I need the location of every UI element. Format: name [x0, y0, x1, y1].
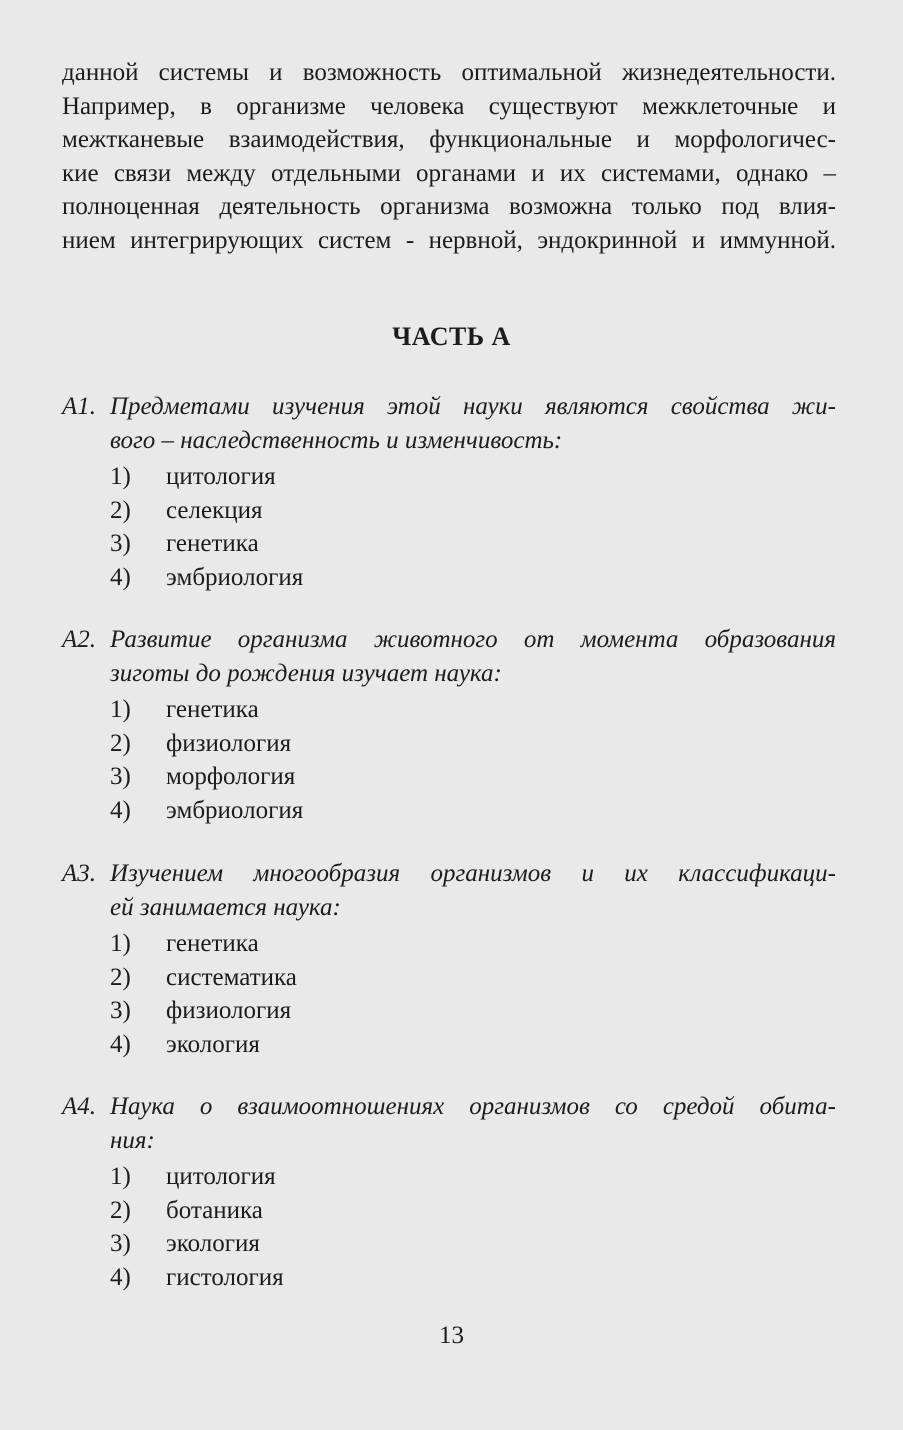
- option-number: 3): [110, 763, 131, 791]
- answer-option: [110, 1160, 836, 1194]
- option-text: цитология: [166, 463, 276, 491]
- question-a2: [62, 623, 836, 827]
- question-line: вого – наследственность и изменчивость:: [110, 426, 563, 454]
- option-number: 3): [110, 1230, 131, 1258]
- question-text: [62, 623, 836, 690]
- question-number: А3.: [62, 860, 97, 887]
- answer-options: [110, 927, 836, 1061]
- answer-option: [110, 1227, 836, 1261]
- option-text: систематика: [166, 963, 297, 991]
- answer-option: [110, 1194, 836, 1228]
- option-number: 4): [110, 796, 131, 824]
- part-title: ЧАСТЬ А: [392, 322, 511, 351]
- question-a3: [62, 857, 836, 1061]
- answer-options: [110, 693, 836, 827]
- option-text: эмбриология: [166, 796, 304, 824]
- answer-option: [110, 727, 836, 761]
- question-number: А1.: [62, 393, 97, 420]
- question-number: А2.: [62, 626, 97, 653]
- question-line: Наука о взаимоотношениях организмов со средой обита-: [110, 1093, 836, 1120]
- answer-option: [110, 494, 836, 528]
- option-number: 2): [110, 729, 131, 757]
- option-number: 2): [110, 963, 131, 991]
- answer-option: [110, 760, 836, 794]
- question-text: [62, 1090, 836, 1157]
- option-number: 1): [110, 930, 131, 958]
- answer-option: [110, 1261, 836, 1295]
- option-number: 4): [110, 563, 131, 591]
- intro-line: межтканевые взаимодействия, функциональные и морфологичес-: [62, 126, 836, 154]
- question-a1: [62, 390, 836, 594]
- option-text: генетика: [166, 530, 259, 558]
- option-number: 2): [110, 1196, 131, 1224]
- option-text: эмбриология: [166, 563, 304, 591]
- question-a4: [62, 1090, 836, 1294]
- answer-options: [110, 460, 836, 594]
- option-text: экология: [166, 1230, 260, 1258]
- option-number: 3): [110, 997, 131, 1025]
- answer-option: [110, 994, 836, 1028]
- answer-option: [110, 794, 836, 828]
- option-number: 3): [110, 530, 131, 558]
- option-number: 2): [110, 496, 131, 524]
- option-text: ботаника: [166, 1196, 263, 1224]
- intro-line: Например, в организме человека существуют межклеточные и: [62, 92, 836, 120]
- option-text: генетика: [166, 696, 259, 724]
- option-text: физиология: [166, 729, 292, 757]
- intro-paragraph: [62, 56, 836, 258]
- option-text: физиология: [166, 997, 292, 1025]
- question-line: ей занимается наука:: [110, 893, 341, 921]
- answer-option: [110, 527, 836, 561]
- question-number: А4.: [62, 1093, 97, 1120]
- answer-options: [110, 1160, 836, 1294]
- answer-option: [110, 693, 836, 727]
- option-number: 1): [110, 463, 131, 491]
- option-text: гистология: [166, 1263, 284, 1291]
- intro-line: полноценная деятельность организма возможна только под влия-: [62, 193, 836, 221]
- option-text: морфология: [166, 763, 296, 791]
- option-number: 1): [110, 696, 131, 724]
- option-text: генетика: [166, 930, 259, 958]
- option-number: 4): [110, 1263, 131, 1291]
- answer-option: [110, 1028, 836, 1062]
- question-line: Предметами изучения этой науки являются свойства жи-: [110, 393, 836, 420]
- question-text: [62, 390, 836, 457]
- question-line: зиготы до рождения изучает наука:: [110, 659, 502, 687]
- answer-option: [110, 961, 836, 995]
- question-line: ния:: [110, 1126, 155, 1154]
- intro-line: кие связи между отдельными органами и их системами, однако –: [62, 159, 836, 187]
- option-text: селекция: [166, 496, 263, 524]
- answer-option: [110, 460, 836, 494]
- answer-option: [110, 927, 836, 961]
- question-line: Развитие организма животного от момента образования: [110, 626, 836, 653]
- answer-option: [110, 561, 836, 595]
- question-line: Изучением многообразия организмов и их классификаци-: [110, 860, 836, 887]
- option-number: 1): [110, 1163, 131, 1191]
- question-text: [62, 857, 836, 924]
- option-text: цитология: [166, 1163, 276, 1191]
- option-number: 4): [110, 1030, 131, 1058]
- intro-line: данной системы и возможность оптимальной жизнедеятельности.: [62, 59, 836, 86]
- option-text: экология: [166, 1030, 260, 1058]
- intro-line: нием интегрирующих систем - нервной, эндокринной и иммунной.: [62, 226, 836, 254]
- page-number: 13: [439, 1322, 464, 1349]
